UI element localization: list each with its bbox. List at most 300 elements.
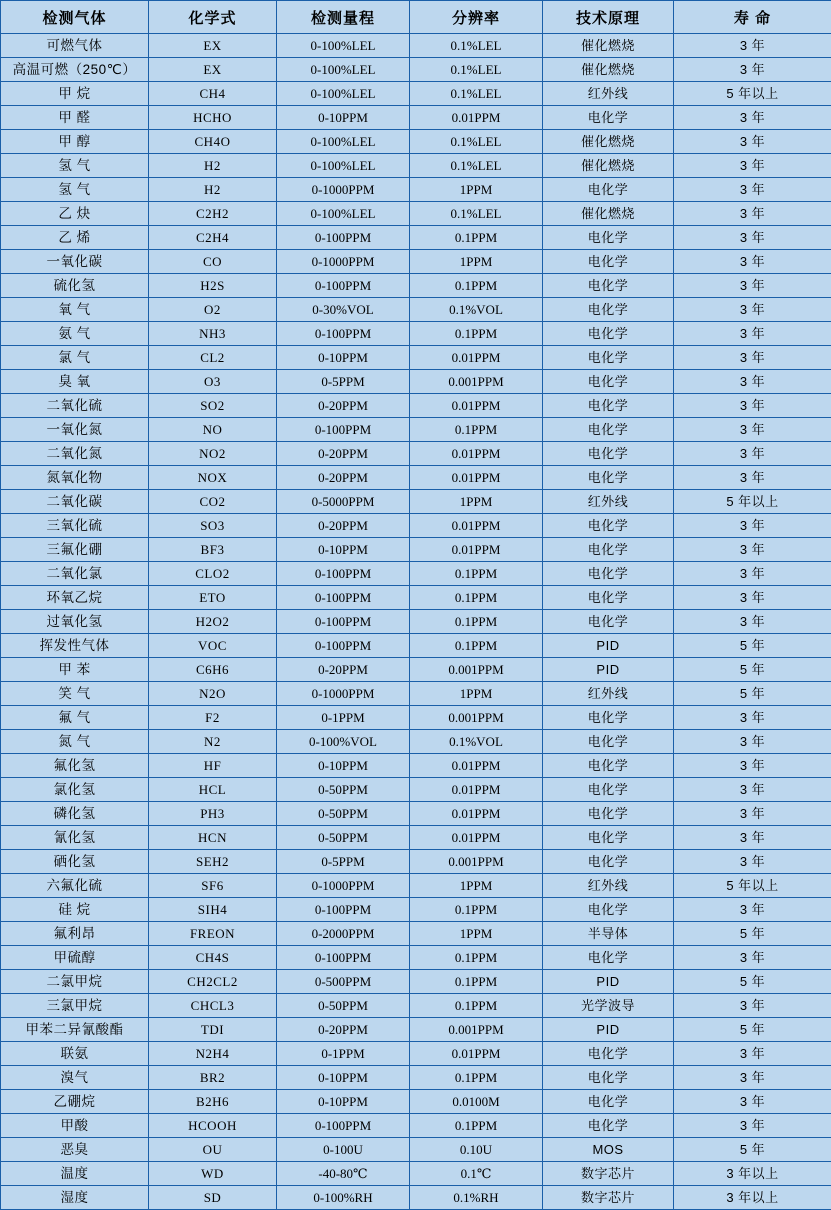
- cell-resolution: 0.01PPM: [410, 1042, 543, 1066]
- cell-technical-principle: 催化燃烧: [543, 202, 674, 226]
- cell-detection-range: 0-50PPM: [277, 802, 410, 826]
- cell-gas-name: 甲硫醇: [1, 946, 149, 970]
- cell-lifespan: 5 年: [674, 658, 831, 682]
- cell-lifespan: 3 年: [674, 1090, 831, 1114]
- cell-technical-principle: 电化学: [543, 178, 674, 202]
- cell-lifespan: 3 年: [674, 322, 831, 346]
- cell-resolution: 0.01PPM: [410, 778, 543, 802]
- cell-gas-name: 笑 气: [1, 682, 149, 706]
- cell-gas-name: 一氧化碳: [1, 250, 149, 274]
- cell-resolution: 0.01PPM: [410, 442, 543, 466]
- cell-detection-range: 0-1000PPM: [277, 250, 410, 274]
- cell-technical-principle: 电化学: [543, 754, 674, 778]
- cell-lifespan: 3 年: [674, 466, 831, 490]
- cell-lifespan: 3 年: [674, 586, 831, 610]
- cell-gas-name: 乙 炔: [1, 202, 149, 226]
- header-gas-name: 检测气体: [1, 1, 149, 34]
- cell-gas-name: 甲 醇: [1, 130, 149, 154]
- cell-lifespan: 3 年: [674, 514, 831, 538]
- cell-detection-range: 0-100U: [277, 1138, 410, 1162]
- cell-lifespan: 3 年: [674, 346, 831, 370]
- cell-detection-range: 0-500PPM: [277, 970, 410, 994]
- cell-chemical-formula: B2H6: [149, 1090, 277, 1114]
- cell-gas-name: 溴气: [1, 1066, 149, 1090]
- cell-chemical-formula: HCOOH: [149, 1114, 277, 1138]
- cell-lifespan: 3 年: [674, 154, 831, 178]
- cell-chemical-formula: TDI: [149, 1018, 277, 1042]
- cell-chemical-formula: SO2: [149, 394, 277, 418]
- cell-chemical-formula: H2: [149, 154, 277, 178]
- cell-technical-principle: 电化学: [543, 226, 674, 250]
- cell-gas-name: 二氧化氯: [1, 562, 149, 586]
- cell-detection-range: 0-1000PPM: [277, 178, 410, 202]
- cell-gas-name: 氮氧化物: [1, 466, 149, 490]
- cell-lifespan: 3 年: [674, 418, 831, 442]
- table-row: [1, 130, 831, 154]
- cell-technical-principle: 催化燃烧: [543, 58, 674, 82]
- cell-resolution: 0.1%LEL: [410, 154, 543, 178]
- cell-gas-name: 氨 气: [1, 322, 149, 346]
- table-row: [1, 106, 831, 130]
- cell-chemical-formula: CH4O: [149, 130, 277, 154]
- cell-technical-principle: 催化燃烧: [543, 34, 674, 58]
- cell-detection-range: 0-20PPM: [277, 466, 410, 490]
- cell-gas-name: 恶臭: [1, 1138, 149, 1162]
- cell-technical-principle: 电化学: [543, 1042, 674, 1066]
- cell-gas-name: 氟利昂: [1, 922, 149, 946]
- cell-lifespan: 3 年: [674, 58, 831, 82]
- cell-technical-principle: 电化学: [543, 730, 674, 754]
- cell-gas-name: 硫化氢: [1, 274, 149, 298]
- cell-detection-range: 0-10PPM: [277, 1090, 410, 1114]
- cell-gas-name: 湿度: [1, 1186, 149, 1210]
- table-row: [1, 658, 831, 682]
- cell-technical-principle: 电化学: [543, 418, 674, 442]
- cell-technical-principle: 电化学: [543, 826, 674, 850]
- cell-resolution: 0.01PPM: [410, 394, 543, 418]
- cell-detection-range: 0-5000PPM: [277, 490, 410, 514]
- cell-gas-name: 三氟化硼: [1, 538, 149, 562]
- cell-lifespan: 5 年: [674, 1138, 831, 1162]
- cell-chemical-formula: CH2CL2: [149, 970, 277, 994]
- cell-detection-range: 0-20PPM: [277, 442, 410, 466]
- cell-lifespan: 3 年: [674, 538, 831, 562]
- table-row: [1, 514, 831, 538]
- cell-lifespan: 3 年: [674, 706, 831, 730]
- cell-detection-range: 0-1PPM: [277, 706, 410, 730]
- cell-detection-range: 0-100%LEL: [277, 34, 410, 58]
- cell-lifespan: 5 年: [674, 1018, 831, 1042]
- cell-resolution: 0.1PPM: [410, 994, 543, 1018]
- table-header: [1, 1, 831, 34]
- table-row: [1, 202, 831, 226]
- cell-chemical-formula: HCN: [149, 826, 277, 850]
- cell-lifespan: 3 年: [674, 610, 831, 634]
- cell-technical-principle: 电化学: [543, 466, 674, 490]
- cell-detection-range: 0-5PPM: [277, 370, 410, 394]
- cell-lifespan: 3 年: [674, 202, 831, 226]
- cell-technical-principle: 电化学: [543, 706, 674, 730]
- cell-resolution: 0.1℃: [410, 1162, 543, 1186]
- cell-lifespan: 5 年以上: [674, 490, 831, 514]
- cell-detection-range: 0-100PPM: [277, 322, 410, 346]
- cell-chemical-formula: HCL: [149, 778, 277, 802]
- cell-lifespan: 3 年: [674, 826, 831, 850]
- table-row: [1, 154, 831, 178]
- cell-resolution: 1PPM: [410, 178, 543, 202]
- cell-lifespan: 3 年: [674, 802, 831, 826]
- table-row: [1, 874, 831, 898]
- table-row: [1, 1114, 831, 1138]
- table-row: [1, 634, 831, 658]
- cell-resolution: 1PPM: [410, 490, 543, 514]
- table-row: [1, 178, 831, 202]
- cell-chemical-formula: EX: [149, 58, 277, 82]
- cell-detection-range: 0-100PPM: [277, 898, 410, 922]
- cell-gas-name: 乙硼烷: [1, 1090, 149, 1114]
- cell-detection-range: 0-5PPM: [277, 850, 410, 874]
- cell-chemical-formula: BF3: [149, 538, 277, 562]
- cell-lifespan: 3 年: [674, 106, 831, 130]
- cell-lifespan: 3 年: [674, 778, 831, 802]
- cell-chemical-formula: NO2: [149, 442, 277, 466]
- table-row: [1, 1186, 831, 1210]
- header-row: [1, 1, 831, 34]
- cell-technical-principle: 电化学: [543, 514, 674, 538]
- cell-chemical-formula: CH4: [149, 82, 277, 106]
- table-row: [1, 418, 831, 442]
- cell-chemical-formula: F2: [149, 706, 277, 730]
- table-row: [1, 34, 831, 58]
- cell-detection-range: 0-1000PPM: [277, 682, 410, 706]
- cell-lifespan: 3 年: [674, 850, 831, 874]
- cell-lifespan: 3 年: [674, 1042, 831, 1066]
- cell-gas-name: 过氧化氢: [1, 610, 149, 634]
- cell-resolution: 0.01PPM: [410, 826, 543, 850]
- table-row: [1, 298, 831, 322]
- table-row: [1, 1066, 831, 1090]
- cell-detection-range: 0-100%VOL: [277, 730, 410, 754]
- cell-lifespan: 3 年: [674, 994, 831, 1018]
- table-row: [1, 826, 831, 850]
- cell-resolution: 0.1PPM: [410, 1114, 543, 1138]
- cell-detection-range: 0-100%LEL: [277, 154, 410, 178]
- cell-gas-name: 氮 气: [1, 730, 149, 754]
- cell-gas-name: 氢 气: [1, 178, 149, 202]
- cell-resolution: 0.1%VOL: [410, 730, 543, 754]
- cell-technical-principle: 电化学: [543, 442, 674, 466]
- cell-technical-principle: 光学波导: [543, 994, 674, 1018]
- table-row: [1, 394, 831, 418]
- cell-resolution: 0.1PPM: [410, 226, 543, 250]
- cell-resolution: 0.1%LEL: [410, 130, 543, 154]
- table-row: [1, 250, 831, 274]
- cell-detection-range: 0-2000PPM: [277, 922, 410, 946]
- table-row: [1, 730, 831, 754]
- cell-resolution: 0.1%VOL: [410, 298, 543, 322]
- cell-chemical-formula: N2: [149, 730, 277, 754]
- table-row: [1, 898, 831, 922]
- cell-technical-principle: 催化燃烧: [543, 154, 674, 178]
- cell-gas-name: 挥发性气体: [1, 634, 149, 658]
- cell-detection-range: 0-100%LEL: [277, 82, 410, 106]
- cell-detection-range: 0-100PPM: [277, 418, 410, 442]
- cell-detection-range: 0-100PPM: [277, 274, 410, 298]
- cell-resolution: 0.001PPM: [410, 370, 543, 394]
- cell-technical-principle: 数字芯片: [543, 1162, 674, 1186]
- cell-gas-name: 甲 醛: [1, 106, 149, 130]
- cell-detection-range: 0-100PPM: [277, 946, 410, 970]
- cell-gas-name: 六氟化硫: [1, 874, 149, 898]
- cell-lifespan: 5 年: [674, 682, 831, 706]
- cell-resolution: 0.01PPM: [410, 802, 543, 826]
- header-chemical-formula: 化学式: [149, 1, 277, 34]
- cell-technical-principle: 电化学: [543, 1114, 674, 1138]
- cell-technical-principle: 红外线: [543, 682, 674, 706]
- cell-lifespan: 5 年: [674, 634, 831, 658]
- cell-chemical-formula: O3: [149, 370, 277, 394]
- cell-resolution: 0.01PPM: [410, 514, 543, 538]
- cell-resolution: 0.1%LEL: [410, 82, 543, 106]
- cell-technical-principle: 电化学: [543, 1090, 674, 1114]
- cell-detection-range: -40-80℃: [277, 1162, 410, 1186]
- table-row: [1, 1138, 831, 1162]
- cell-lifespan: 3 年: [674, 226, 831, 250]
- cell-gas-name: 可燃气体: [1, 34, 149, 58]
- cell-detection-range: 0-100PPM: [277, 1114, 410, 1138]
- table-row: [1, 346, 831, 370]
- cell-lifespan: 3 年: [674, 1066, 831, 1090]
- cell-resolution: 0.001PPM: [410, 658, 543, 682]
- cell-detection-range: 0-30%VOL: [277, 298, 410, 322]
- table-row: [1, 370, 831, 394]
- cell-technical-principle: 电化学: [543, 370, 674, 394]
- table-row: [1, 82, 831, 106]
- table-row: [1, 1090, 831, 1114]
- cell-gas-name: 氰化氢: [1, 826, 149, 850]
- cell-technical-principle: 电化学: [543, 250, 674, 274]
- cell-gas-name: 硅 烷: [1, 898, 149, 922]
- table-row: [1, 226, 831, 250]
- cell-detection-range: 0-50PPM: [277, 994, 410, 1018]
- cell-gas-name: 氢 气: [1, 154, 149, 178]
- cell-chemical-formula: SO3: [149, 514, 277, 538]
- cell-technical-principle: 红外线: [543, 82, 674, 106]
- cell-chemical-formula: CLO2: [149, 562, 277, 586]
- cell-chemical-formula: CH4S: [149, 946, 277, 970]
- cell-detection-range: 0-100PPM: [277, 226, 410, 250]
- cell-technical-principle: 电化学: [543, 778, 674, 802]
- table-row: [1, 802, 831, 826]
- cell-resolution: 0.1PPM: [410, 634, 543, 658]
- cell-gas-name: 氯化氢: [1, 778, 149, 802]
- cell-chemical-formula: O2: [149, 298, 277, 322]
- cell-lifespan: 3 年: [674, 130, 831, 154]
- cell-resolution: 0.1PPM: [410, 1066, 543, 1090]
- table-row: [1, 1162, 831, 1186]
- table-body: [1, 34, 831, 1210]
- cell-lifespan: 5 年: [674, 970, 831, 994]
- cell-gas-name: 二氧化氮: [1, 442, 149, 466]
- cell-chemical-formula: SF6: [149, 874, 277, 898]
- cell-chemical-formula: SD: [149, 1186, 277, 1210]
- cell-chemical-formula: N2H4: [149, 1042, 277, 1066]
- cell-detection-range: 0-100%LEL: [277, 202, 410, 226]
- cell-chemical-formula: NOX: [149, 466, 277, 490]
- cell-technical-principle: 数字芯片: [543, 1186, 674, 1210]
- cell-gas-name: 环氧乙烷: [1, 586, 149, 610]
- table-row: [1, 322, 831, 346]
- cell-resolution: 0.001PPM: [410, 850, 543, 874]
- cell-resolution: 1PPM: [410, 250, 543, 274]
- cell-chemical-formula: CL2: [149, 346, 277, 370]
- cell-gas-name: 二氧化硫: [1, 394, 149, 418]
- cell-detection-range: 0-100PPM: [277, 610, 410, 634]
- cell-gas-name: 硒化氢: [1, 850, 149, 874]
- cell-chemical-formula: BR2: [149, 1066, 277, 1090]
- cell-lifespan: 3 年: [674, 370, 831, 394]
- table-row: [1, 538, 831, 562]
- cell-resolution: 0.1PPM: [410, 418, 543, 442]
- cell-technical-principle: 电化学: [543, 562, 674, 586]
- cell-lifespan: 3 年: [674, 754, 831, 778]
- table-row: [1, 922, 831, 946]
- cell-technical-principle: 电化学: [543, 802, 674, 826]
- cell-detection-range: 0-10PPM: [277, 754, 410, 778]
- cell-technical-principle: PID: [543, 658, 674, 682]
- cell-technical-principle: 红外线: [543, 874, 674, 898]
- cell-lifespan: 3 年: [674, 730, 831, 754]
- table-row: [1, 274, 831, 298]
- cell-resolution: 1PPM: [410, 682, 543, 706]
- cell-lifespan: 3 年: [674, 898, 831, 922]
- table-row: [1, 586, 831, 610]
- cell-technical-principle: 电化学: [543, 322, 674, 346]
- cell-technical-principle: 电化学: [543, 610, 674, 634]
- cell-resolution: 0.1%LEL: [410, 34, 543, 58]
- cell-technical-principle: 电化学: [543, 1066, 674, 1090]
- cell-technical-principle: 电化学: [543, 394, 674, 418]
- cell-gas-name: 甲 苯: [1, 658, 149, 682]
- cell-lifespan: 3 年: [674, 394, 831, 418]
- cell-lifespan: 3 年: [674, 34, 831, 58]
- cell-lifespan: 5 年以上: [674, 82, 831, 106]
- cell-resolution: 0.01PPM: [410, 754, 543, 778]
- cell-resolution: 0.1PPM: [410, 586, 543, 610]
- cell-lifespan: 3 年: [674, 562, 831, 586]
- cell-gas-name: 甲 烷: [1, 82, 149, 106]
- cell-gas-name: 氯 气: [1, 346, 149, 370]
- cell-detection-range: 0-20PPM: [277, 658, 410, 682]
- cell-chemical-formula: CHCL3: [149, 994, 277, 1018]
- cell-resolution: 0.1%RH: [410, 1186, 543, 1210]
- table-row: [1, 706, 831, 730]
- cell-detection-range: 0-10PPM: [277, 106, 410, 130]
- cell-chemical-formula: CO2: [149, 490, 277, 514]
- table-row: [1, 970, 831, 994]
- cell-technical-principle: PID: [543, 970, 674, 994]
- table-row: [1, 562, 831, 586]
- cell-chemical-formula: N2O: [149, 682, 277, 706]
- cell-gas-name: 甲酸: [1, 1114, 149, 1138]
- cell-gas-name: 二氧化碳: [1, 490, 149, 514]
- cell-resolution: 0.01PPM: [410, 346, 543, 370]
- cell-resolution: 0.01PPM: [410, 106, 543, 130]
- cell-resolution: 0.1PPM: [410, 898, 543, 922]
- cell-resolution: 0.001PPM: [410, 1018, 543, 1042]
- cell-technical-principle: 电化学: [543, 586, 674, 610]
- cell-resolution: 0.0100M: [410, 1090, 543, 1114]
- table-row: [1, 946, 831, 970]
- cell-lifespan: 3 年以上: [674, 1186, 831, 1210]
- table-row: [1, 850, 831, 874]
- cell-detection-range: 0-1000PPM: [277, 874, 410, 898]
- cell-detection-range: 0-50PPM: [277, 778, 410, 802]
- cell-resolution: 0.1PPM: [410, 970, 543, 994]
- cell-chemical-formula: VOC: [149, 634, 277, 658]
- cell-lifespan: 3 年: [674, 946, 831, 970]
- cell-technical-principle: 半导体: [543, 922, 674, 946]
- cell-detection-range: 0-1PPM: [277, 1042, 410, 1066]
- cell-chemical-formula: SIH4: [149, 898, 277, 922]
- cell-detection-range: 0-100%LEL: [277, 130, 410, 154]
- cell-technical-principle: MOS: [543, 1138, 674, 1162]
- cell-resolution: 0.1%LEL: [410, 202, 543, 226]
- cell-lifespan: 3 年: [674, 298, 831, 322]
- cell-chemical-formula: OU: [149, 1138, 277, 1162]
- cell-technical-principle: 电化学: [543, 850, 674, 874]
- cell-resolution: 1PPM: [410, 922, 543, 946]
- cell-chemical-formula: FREON: [149, 922, 277, 946]
- table-row: [1, 754, 831, 778]
- cell-chemical-formula: WD: [149, 1162, 277, 1186]
- table-row: [1, 682, 831, 706]
- cell-gas-name: 高温可燃（250℃）: [1, 58, 149, 82]
- cell-technical-principle: PID: [543, 1018, 674, 1042]
- table-row: [1, 994, 831, 1018]
- cell-resolution: 0.1PPM: [410, 274, 543, 298]
- cell-gas-name: 温度: [1, 1162, 149, 1186]
- cell-technical-principle: 电化学: [543, 946, 674, 970]
- cell-resolution: 0.01PPM: [410, 538, 543, 562]
- cell-chemical-formula: HCHO: [149, 106, 277, 130]
- cell-detection-range: 0-100PPM: [277, 586, 410, 610]
- cell-resolution: 0.001PPM: [410, 706, 543, 730]
- cell-resolution: 0.1%LEL: [410, 58, 543, 82]
- cell-gas-name: 氟化氢: [1, 754, 149, 778]
- table-row: [1, 490, 831, 514]
- cell-gas-name: 磷化氢: [1, 802, 149, 826]
- table-row: [1, 442, 831, 466]
- cell-technical-principle: PID: [543, 634, 674, 658]
- table-row: [1, 58, 831, 82]
- cell-gas-name: 一氧化氮: [1, 418, 149, 442]
- cell-gas-name: 联氨: [1, 1042, 149, 1066]
- cell-gas-name: 三氧化硫: [1, 514, 149, 538]
- cell-chemical-formula: PH3: [149, 802, 277, 826]
- cell-detection-range: 0-20PPM: [277, 514, 410, 538]
- cell-detection-range: 0-20PPM: [277, 394, 410, 418]
- cell-lifespan: 3 年: [674, 178, 831, 202]
- cell-chemical-formula: NO: [149, 418, 277, 442]
- cell-technical-principle: 红外线: [543, 490, 674, 514]
- cell-detection-range: 0-100%RH: [277, 1186, 410, 1210]
- cell-chemical-formula: NH3: [149, 322, 277, 346]
- cell-chemical-formula: H2O2: [149, 610, 277, 634]
- cell-gas-name: 臭 氧: [1, 370, 149, 394]
- cell-gas-name: 甲苯二异氰酸酯: [1, 1018, 149, 1042]
- cell-resolution: 0.1PPM: [410, 946, 543, 970]
